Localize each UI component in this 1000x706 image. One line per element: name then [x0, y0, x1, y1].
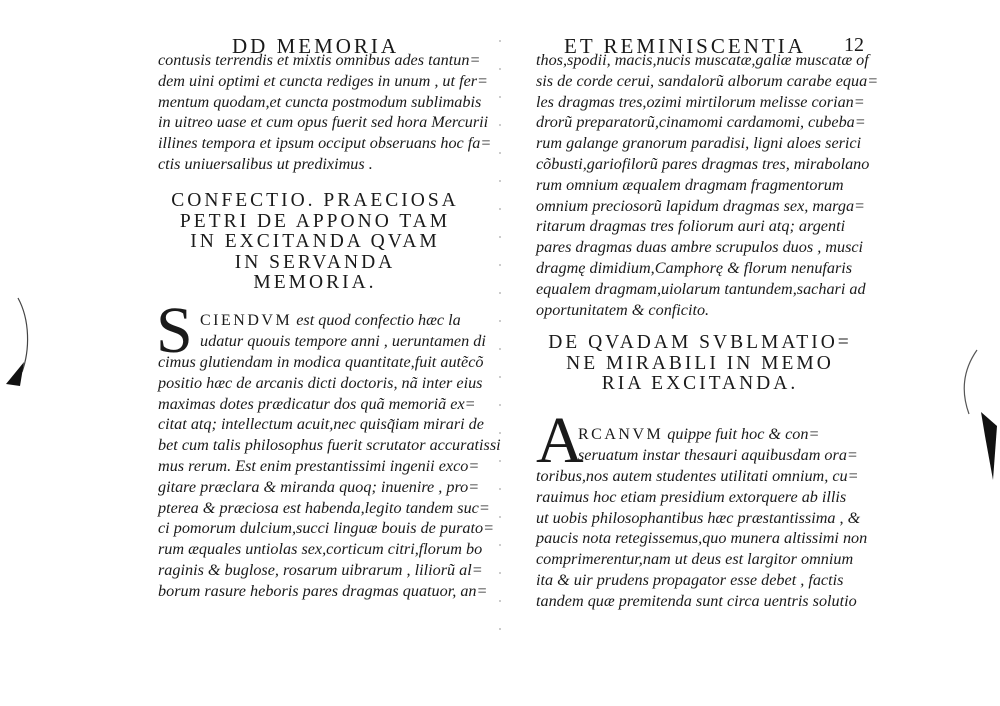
running-head-text: ET REMINISCENTIA — [564, 34, 806, 58]
right-drop-cap: A — [536, 404, 584, 477]
text-line: tandem quæ premitenda sunt circa uentris solutio — [536, 591, 857, 610]
text-line: ut uobis philosophantibus hæc præstantissima , & — [536, 508, 861, 527]
text-line: toribus,nos autem studentes utilitati omnium, cu= — [536, 467, 859, 485]
text-line: positio hæc de arcanis dicti doctoris, nã inter eius — [158, 373, 483, 392]
right-main-paragraph — [536, 466, 867, 612]
heading-line: NE MIRABILI IN MEMO — [566, 352, 834, 374]
text-line: comprimerentur,nam ut deus est largitor omnium — [536, 550, 854, 569]
text-line: oportunitatem & conficito. — [536, 300, 710, 319]
text-line — [200, 310, 486, 331]
left-opening-lines — [200, 310, 486, 352]
text-line: bet cum talis philosophus fuerit scrutator accuratissi — [158, 436, 501, 455]
text-line: rauimus hoc etiam presidium extorquere ab illis — [536, 487, 847, 506]
text-line: citat atq; intellectum acuit,nec quisq̃iam mirari de — [158, 415, 484, 434]
first-line-rest: quippe fuit hoc & con= — [663, 425, 820, 443]
left-intro-paragraph — [158, 50, 491, 175]
heading-line: DE QVADAM SVBLMATIO= — [548, 332, 852, 353]
text-line: rum æquales untiolas sex,corticum citri,florum bo — [158, 540, 483, 559]
text-line: gitare præclara & miranda quoq; inuenire , pro= — [158, 477, 480, 496]
text-line: cõbusti,gariofilorũ pares dragmas tres, mirabolano — [536, 154, 870, 173]
text-line — [578, 424, 858, 445]
text-line: mentum quodam,et cuncta postmodum sublimabis — [158, 92, 482, 111]
right-opening-lines — [578, 424, 858, 466]
text-line: equalem dragmam,uiolarum tantundem,sachari ad — [536, 279, 866, 298]
text-line: udatur quouis tempore anni , ueruntamen di — [200, 331, 486, 350]
heading-line: CONFECTIO. PRAECIOSA — [171, 190, 459, 211]
heading-line: IN SERVANDA — [234, 251, 396, 273]
heading-line: RIA EXCITANDA. — [601, 373, 799, 394]
left-main-paragraph — [158, 352, 501, 602]
text-line: ci pomorum dulcium,succi linguæ bouis de purato= — [158, 519, 495, 538]
text-line: maximas dotes prædicatur dos quã memoriã ex= — [158, 394, 476, 413]
text-line: raginis & buglose, rosarum uibrarum , liliorũ al= — [158, 560, 483, 579]
text-line: sis de corde cerui, sandalorũ alborum carabe equa= — [536, 71, 879, 90]
right-intro-paragraph — [536, 50, 878, 320]
text-line: omnium preciosorũ lapidum dragmas sex, marga= — [536, 196, 865, 215]
heading-line: PETRI DE APPONO TAM — [179, 210, 451, 232]
heading-line: IN EXCITANDA QVAM — [190, 231, 440, 252]
heading-line: MEMORIA. — [253, 272, 377, 293]
folio-number: 12 — [844, 34, 864, 56]
text-line: dragmę dimidium,Camphorę & florum nenufaris — [536, 258, 853, 277]
text-line: rum omnium æqualem dragmam fragmentorum — [536, 175, 844, 194]
lead-word: CIENDVM — [200, 312, 293, 329]
right-page — [500, 0, 1000, 706]
text-line: pares dragmas duas ambre scrupulos duos , musci — [536, 238, 864, 257]
text-line: in uitreo uase et cum opus fuerit sed hora Mercurii — [158, 113, 489, 132]
lead-word: RCANVM — [578, 426, 664, 443]
right-section-heading — [530, 333, 870, 395]
text-line: drorũ preparatorũ,cinamomi cardamomi, cubeba= — [536, 113, 866, 132]
text-line: ita & uir prudens propagator esse debet , factis — [536, 570, 844, 589]
text-line: rum galange granorum paradisi, ligni aloes serici — [536, 134, 862, 153]
text-line: seruatum instar thesauri aquibusdam ora= — [578, 445, 858, 464]
text-line: ctis uniuersalibus ut prediximus . — [158, 154, 373, 173]
text-line: mus rerum. Est enim prestantissimi ingenii exco= — [158, 456, 480, 475]
text-line: pterea & præciosa est habenda,legito tandem suc= — [158, 498, 490, 517]
left-running-head: DD MEMORIA — [232, 34, 400, 58]
first-line-rest: est quod confectio hæc la — [292, 311, 461, 329]
text-line: dem uini optimi et cuncta rediges in unum , ut fer= — [158, 71, 488, 90]
text-line: paucis nota retegissemus,quo munera altissimi non — [536, 529, 868, 548]
text-line: cimus glutiendam in modica quantitate,fuit autẽcõ — [158, 353, 484, 371]
left-drop-cap: S — [156, 294, 193, 367]
text-line: les dragmas tres,ozimi mirtilorum melisse corian= — [536, 92, 865, 111]
text-line: borum rasure heboris pares dragmas quatuor, an= — [158, 581, 488, 600]
left-section-heading — [150, 191, 480, 294]
text-line: thos,spodii, macis,nucis muscatæ,galiæ muscatæ of — [536, 51, 869, 69]
text-line: contusis terrendis et mixtis omnibus ades tantun= — [158, 51, 481, 69]
text-line: illines tempora et ipsum occiput obseruans hoc fa= — [158, 134, 492, 153]
text-line: ritarum dragmas tres foliorum auri atq; argenti — [536, 217, 846, 236]
